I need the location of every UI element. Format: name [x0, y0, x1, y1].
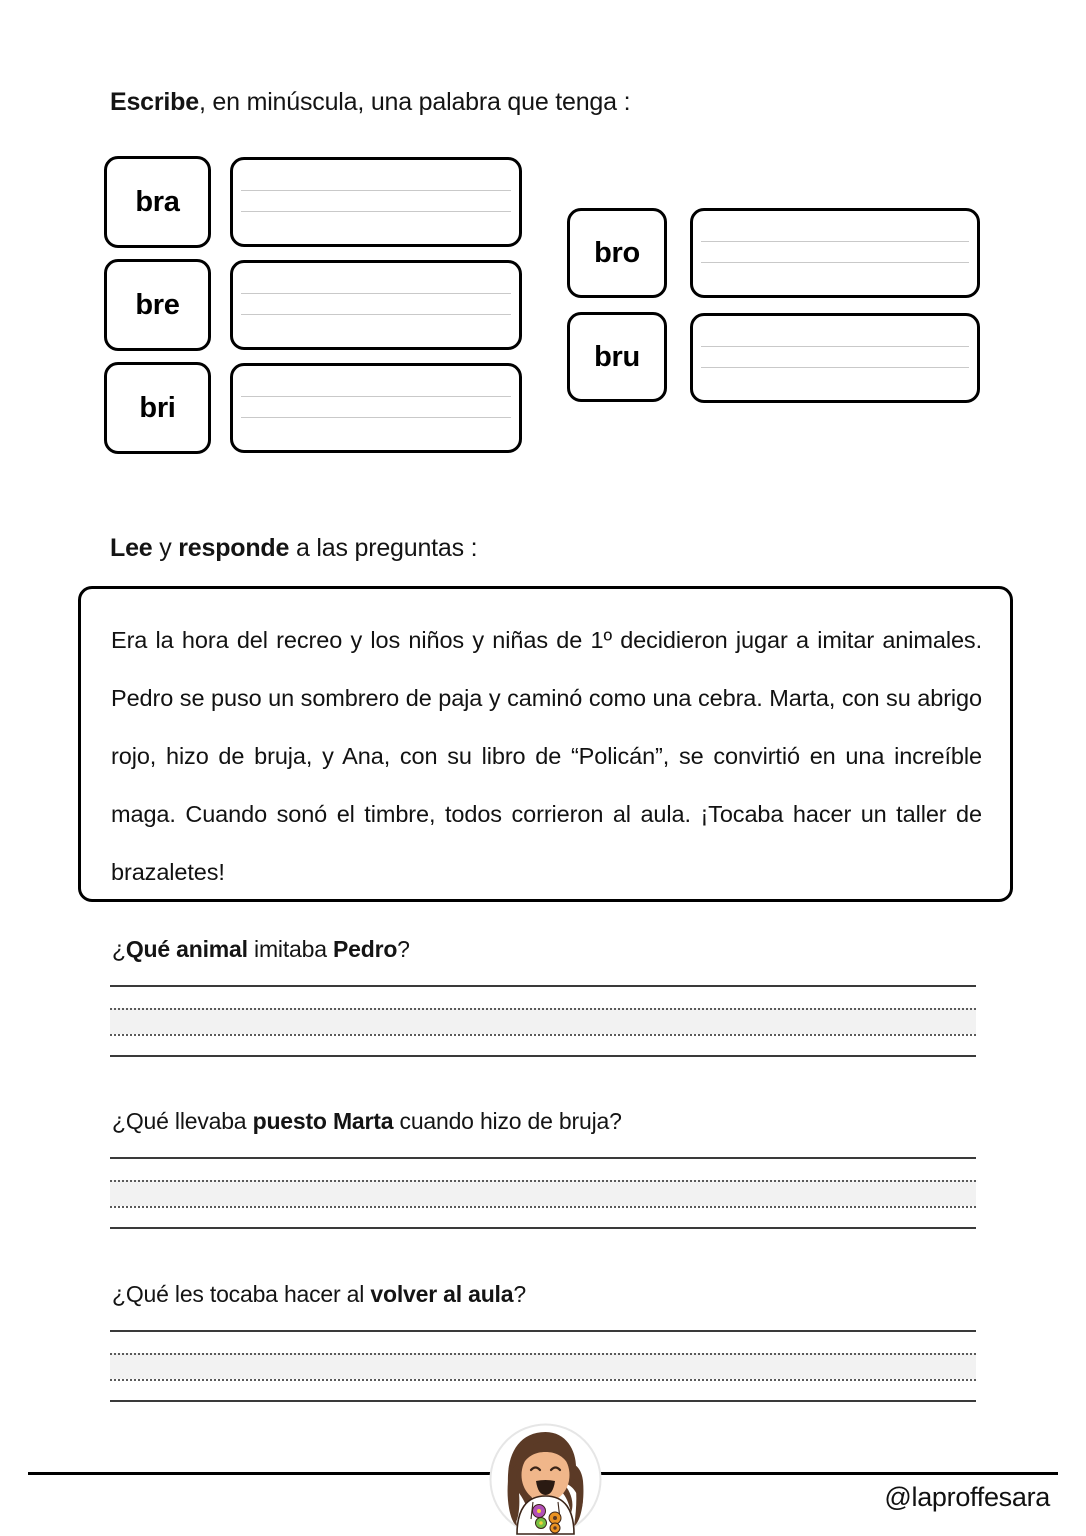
- question-3-part-0: ¿Qué les tocaba hacer al: [112, 1281, 371, 1307]
- question-1-part-0: ¿: [112, 936, 126, 962]
- syllable-answer-box-bre[interactable]: [230, 260, 522, 350]
- rule-dotted-lower: [110, 1206, 976, 1208]
- syllable-label-bro: bro: [567, 208, 667, 298]
- question-1: [112, 936, 410, 963]
- question-1-part-4: ?: [397, 936, 410, 962]
- question-1-part-2: imitaba: [247, 936, 333, 962]
- syllable-label-bre: bre: [104, 259, 211, 351]
- rule-band: [110, 1353, 976, 1379]
- avatar-teacher-icon: [489, 1423, 602, 1536]
- question-2: [112, 1108, 622, 1135]
- question-2-part-0: ¿Qué llevaba: [112, 1108, 253, 1134]
- instruction-escribe: [110, 88, 630, 117]
- question-2-part-1: puesto Marta: [252, 1108, 394, 1134]
- syllable-answer-box-bra[interactable]: [230, 157, 522, 247]
- question-1-part-3: Pedro: [332, 936, 398, 962]
- instruction-lee-bold-responde: responde: [178, 534, 290, 562]
- question-3-part-2: ?: [513, 1281, 526, 1307]
- rule-dotted-upper: [110, 1008, 976, 1010]
- syllable-answer-box-bri[interactable]: [230, 363, 522, 453]
- instruction-lee: [110, 534, 477, 563]
- question-1-part-1: Qué animal: [125, 936, 248, 962]
- syllable-label-bru: bru: [567, 312, 667, 402]
- guide-line: [241, 396, 511, 397]
- question-3-part-1: volver al aula: [370, 1281, 514, 1307]
- question-2-part-2: cuando hizo de bruja?: [393, 1108, 622, 1134]
- instruction-lee-rest: a las preguntas :: [289, 534, 478, 562]
- guide-line: [241, 417, 511, 418]
- answer-lines-2[interactable]: [110, 1157, 976, 1229]
- rule-dotted-upper: [110, 1353, 976, 1355]
- instruction-lee-mid: y: [152, 534, 179, 562]
- footer-handle: @laproffesara: [884, 1482, 1050, 1512]
- syllable-answer-box-bro[interactable]: [690, 208, 980, 298]
- guide-line: [241, 190, 511, 191]
- guide-line: [241, 293, 511, 294]
- guide-line: [701, 262, 969, 263]
- rule-solid-bottom: [110, 1227, 976, 1229]
- rule-solid-top: [110, 985, 976, 987]
- rule-solid-top: [110, 1330, 976, 1332]
- question-3: [112, 1281, 526, 1308]
- instruction-escribe-bold: Escribe: [110, 88, 199, 116]
- rule-dotted-upper: [110, 1180, 976, 1182]
- guide-line: [241, 314, 511, 315]
- answer-lines-3[interactable]: [110, 1330, 976, 1402]
- rule-solid-bottom: [110, 1055, 976, 1057]
- guide-line: [241, 211, 511, 212]
- reading-passage-text: Era la hora del recreo y los niños y niñas de 1º decidieron jugar a imitar animales. Pedro se puso un sombrero de paja y caminó como una cebra. Marta, con su abrigo rojo, hizo de bruja, y Ana, con su libro de “Policán”, se convirtió en una increíble maga. Cuando sonó el timbre, todos corrieron al aula. ¡Tocaba hacer un taller de brazaletes!: [111, 627, 982, 885]
- reading-passage-box: [78, 586, 1013, 902]
- guide-line: [701, 367, 969, 368]
- syllable-label-bri: bri: [104, 362, 211, 454]
- syllable-label-bra: bra: [104, 156, 211, 248]
- rule-solid-bottom: [110, 1400, 976, 1402]
- instruction-escribe-rest: , en minúscula, una palabra que tenga :: [198, 88, 631, 116]
- guide-line: [701, 346, 969, 347]
- rule-band: [110, 1180, 976, 1206]
- rule-dotted-lower: [110, 1379, 976, 1381]
- instruction-lee-bold-lee: Lee: [110, 534, 153, 562]
- syllable-answer-box-bru[interactable]: [690, 313, 980, 403]
- answer-lines-1[interactable]: [110, 985, 976, 1057]
- rule-dotted-lower: [110, 1034, 976, 1036]
- rule-solid-top: [110, 1157, 976, 1159]
- rule-band: [110, 1008, 976, 1034]
- guide-line: [701, 241, 969, 242]
